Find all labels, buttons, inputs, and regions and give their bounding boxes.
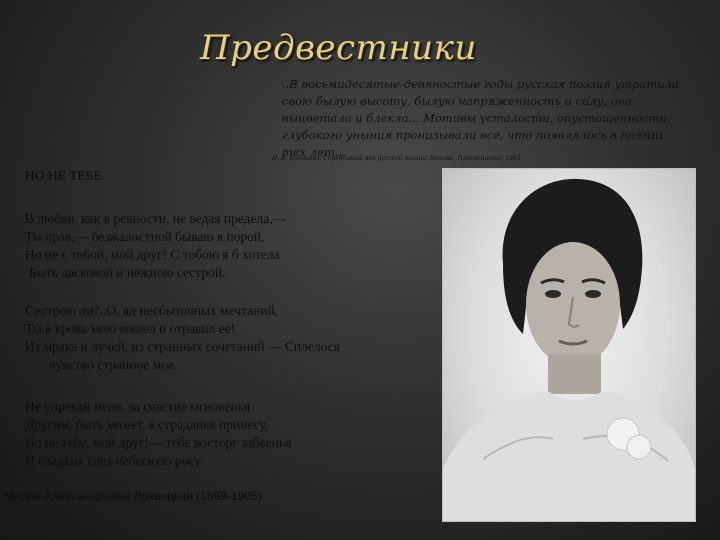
slide-title: Предвестники — [200, 28, 477, 68]
poem-line: Но не тебе, мой друг!— тебе восторг забвенья — [25, 435, 292, 450]
poem-line: чувство странное мое. — [49, 357, 178, 372]
poem-line: Сестрою ли?..О, яд несбыточных мечтаний, — [25, 303, 279, 318]
poem-line: Ты в кровь мою вошел и отравил ее! — [25, 321, 236, 336]
poem-line: Не упрекай меня, за счастие мгновенья — [25, 399, 251, 414]
poem-line: Другим, быть может, я страданья принесу, — [25, 417, 269, 432]
stanza-1 — [25, 210, 435, 282]
author-caption: Мирра Александровна Лохвицкая (1869-1905) — [4, 489, 262, 503]
poem-line: Ты прав,— безжалостной бываю я порой, — [25, 229, 265, 244]
poem-line: Но не с тобой, мой друг! С тобою я б хотела — [25, 247, 280, 262]
epigraph-source: Н. В. Баннкова. Серебряный век русской поэзии. Москва, Просвещение, 1993. — [272, 155, 523, 162]
poem-line: И сладких слез небесную росу. — [25, 453, 204, 468]
poem-title: НО НЕ ТЕБЕ — [25, 168, 102, 183]
poem-line: Быть ласковой и нежною сестрой. — [29, 265, 226, 280]
epigraph-quote: ..В восьмидесятые-девяностые годы русская поэзия утратила свою былую высоту, былую напряженность и силу, она выцветала и блекла... Мотивы усталости, опустошенности, глубокого уныния пронизывали все, что появлялось в поэзии тех лет... — [282, 77, 679, 159]
poem-line: Из мрака и лучей, из странных сочетаний — Сплелося — [25, 339, 340, 354]
portrait-photo — [442, 168, 696, 522]
stanza-3 — [25, 398, 435, 470]
stanza-2 — [25, 302, 435, 374]
poem-line: В любви, как в ревности, не ведая предела,— — [25, 211, 287, 226]
